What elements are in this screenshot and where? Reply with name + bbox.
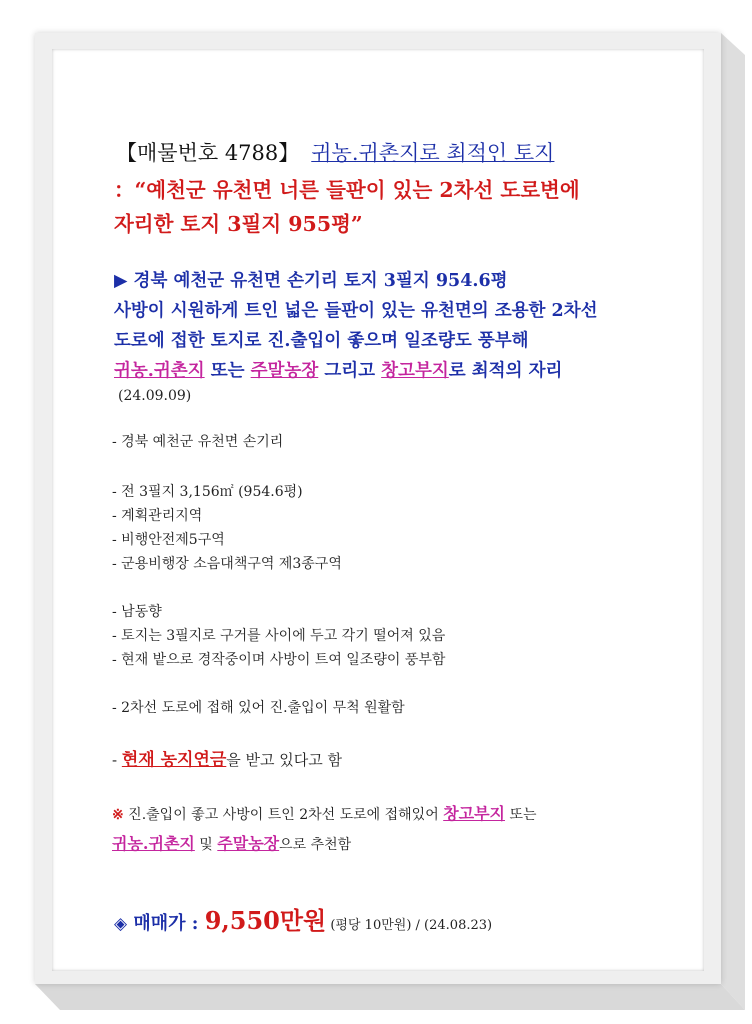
- detail-current-use: - 현재 밭으로 경작중이며 사방이 트여 일조량이 풍부함: [112, 652, 446, 668]
- intro-text: 그리고: [318, 361, 382, 381]
- detail-flight-zone: - 비행안전제5구역: [112, 532, 225, 548]
- headline-quote-line-1: ：“예천군 유천면 너른 들판이 있는 2차선 도로변에: [114, 178, 580, 202]
- detail-road-access: - 2차선 도로에 접해 있어 진.출입이 무척 원활함: [112, 700, 405, 716]
- document-paper: [52, 49, 704, 971]
- note-text: 으로 추천함: [279, 837, 352, 853]
- note-text: 진.출입이 좋고 사방이 트인 2차선 도로에 접해있어: [123, 807, 444, 823]
- note-text: 및: [194, 837, 218, 853]
- title-link[interactable]: 귀농.귀촌지로 최적인 토지: [311, 141, 555, 165]
- highlight-warehouse-site: 창고부지: [381, 361, 449, 381]
- detail-parcels: - 토지는 3필지로 구거를 사이에 두고 각기 떨어져 있음: [112, 628, 446, 644]
- recommendation-line-1: [112, 801, 537, 824]
- note-mark-icon: ※: [112, 807, 124, 823]
- listing-number: 【매물번호 4788】: [116, 141, 300, 165]
- price-date: / (24.08.23): [411, 918, 493, 933]
- intro-date: (24.09.09): [118, 388, 192, 404]
- price-line: [114, 901, 492, 936]
- price-label: 매매가 :: [127, 913, 205, 934]
- price-value: 9,550만원: [204, 906, 327, 935]
- intro-line-3: 도로에 접한 토지로 진.출입이 좋으며 일조량도 풍부해: [114, 331, 529, 351]
- picture-frame: [35, 33, 721, 984]
- listing-title: [116, 137, 554, 167]
- highlight-warehouse-site: 창고부지: [443, 804, 506, 823]
- intro-line-2: 사방이 시원하게 트인 넓은 들판이 있는 유천면의 조용한 2차선: [114, 301, 598, 321]
- detail-zoning: - 계획관리지역: [112, 508, 203, 524]
- listing-content: [52, 49, 704, 971]
- pension-suffix: 을 받고 있다고 함: [226, 751, 343, 769]
- intro-text: 또는: [204, 361, 251, 381]
- detail-noise-zone: - 군용비행장 소음대책구역 제3종구역: [112, 556, 342, 572]
- highlight-return-farming: 귀농.귀촌지: [114, 361, 205, 381]
- detail-pension: [112, 745, 342, 770]
- detail-land-area: - 전 3필지 3,156㎡ (954.6평): [112, 484, 303, 500]
- highlight-farmland-pension: 현재 농지연금: [121, 750, 227, 770]
- recommendation-line-2: [112, 831, 351, 854]
- detail-address: - 경북 예천군 유천면 손기리: [112, 434, 284, 450]
- diamond-icon: ◈: [114, 914, 128, 934]
- pension-prefix: -: [112, 751, 122, 769]
- headline-quote-line-2: 자리한 토지 3필지 955평”: [114, 212, 363, 236]
- highlight-weekend-farm: 주말농장: [250, 361, 319, 381]
- highlight-return-farming: 귀농.귀촌지: [112, 834, 195, 853]
- intro-line-1: ▶ 경북 예천군 유천면 손기리 토지 3필지 954.6평: [114, 271, 508, 291]
- note-text: 또는: [505, 807, 537, 823]
- highlight-weekend-farm: 주말농장: [217, 834, 280, 853]
- price-per-pyeong: (평당 10만원): [326, 918, 412, 933]
- intro-text: 로 최적의 자리: [448, 361, 563, 381]
- detail-orientation: - 남동향: [112, 604, 162, 620]
- intro-line-4: [114, 357, 562, 382]
